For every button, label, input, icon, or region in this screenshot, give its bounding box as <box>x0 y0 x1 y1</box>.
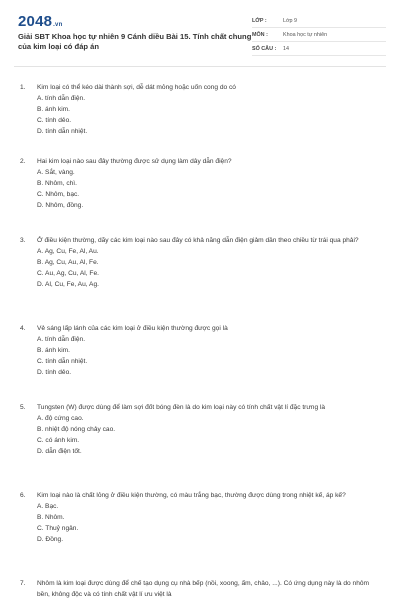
question-item <box>20 82 380 137</box>
option-c: C. tính dẻo. <box>37 117 72 124</box>
question-stem: Ở điều kiện thường, dãy các kim loại nào sau đây có khả năng dẫn điện giảm dần theo chiều từ trái qua phải? <box>37 237 359 244</box>
meta-label: SỐ CÂU : <box>252 45 277 52</box>
meta-row-grade <box>252 14 386 28</box>
option-d: D. tính dẫn nhiệt. <box>37 128 88 135</box>
question-number: 5. <box>20 404 26 411</box>
question-item <box>20 578 380 600</box>
header-divider <box>14 66 386 67</box>
meta-value: Lớp 9 <box>283 17 298 24</box>
question-item <box>20 402 380 457</box>
question-number: 6. <box>20 492 26 499</box>
option-d: D. Al, Cu, Fe, Au, Ag. <box>37 281 99 288</box>
meta-value: Khoa học tự nhiên <box>283 31 328 38</box>
option-a: A. tính dẫn điện. <box>37 95 86 102</box>
question-number: 2. <box>20 158 26 165</box>
meta-value: 14 <box>283 45 289 52</box>
question-stem: Vẻ sáng lấp lánh của các kim loại ở điều kiện thường được gọi là <box>37 325 228 332</box>
question-stem: Tungsten (W) được dùng để làm sợi đốt bóng đèn là do kim loại này có tính chất vật lí đặc trưng là <box>37 404 326 411</box>
option-d: D. tính dẻo. <box>37 369 72 376</box>
question-item <box>20 323 380 378</box>
logo-suffix: .vn <box>53 22 63 28</box>
question-stem: Hai kim loại nào sau đây thường được sử dụng làm dây dẫn điện? <box>37 158 232 165</box>
option-a: A. Bạc. <box>37 503 59 510</box>
option-d: D. Nhôm, đồng. <box>37 202 84 209</box>
option-c: C. tính dẫn nhiệt. <box>37 358 88 365</box>
option-c: C. Nhôm, bạc. <box>37 191 80 198</box>
question-number: 7. <box>20 580 26 587</box>
option-d: D. Đồng. <box>37 536 64 543</box>
option-a: A. Ag, Cu, Fe, Al, Au. <box>37 248 99 255</box>
meta-label: MÔN : <box>252 31 268 38</box>
question-number: 3. <box>20 237 26 244</box>
meta-info-table <box>252 14 386 56</box>
option-a: A. tính dẫn điện. <box>37 336 86 343</box>
question-item <box>20 490 380 545</box>
meta-row-subject <box>252 28 386 42</box>
question-item <box>20 156 380 211</box>
question-number: 1. <box>20 84 26 91</box>
option-b: B. Nhôm. <box>37 514 65 521</box>
question-item <box>20 235 380 290</box>
question-stem: Kim loại có thể kéo dài thành sợi, dễ dát mỏng hoặc uốn cong do có <box>37 84 236 91</box>
question-number: 4. <box>20 325 26 332</box>
document-title: Giải SBT Khoa học tự nhiên 9 Cánh diều Bài 15. Tính chất chung của kim loại có đáp án <box>18 32 252 51</box>
option-a: A. Sắt, vàng. <box>37 169 75 176</box>
logo-main: 2048 <box>18 13 53 30</box>
option-a: A. độ cứng cao. <box>37 415 84 422</box>
option-b: B. ánh kim. <box>37 106 70 113</box>
option-c: C. Au, Ag, Cu, Al, Fe. <box>37 270 99 277</box>
option-c: C. Thuỷ ngân. <box>37 525 79 532</box>
option-b: B. Nhôm, chì. <box>37 180 77 187</box>
question-stem: Nhôm là kim loại được dùng để chế tạo dụng cụ nhà bếp (nồi, xoong, ấm, chảo, ...). Có ứng dụng này là do nhôm bền, không độc và có tính chất vật lí ưu việt là <box>37 580 370 598</box>
option-b: B. ánh kim. <box>37 347 70 354</box>
option-b: B. Ag, Cu, Au, Al, Fe. <box>37 259 99 266</box>
meta-label: LỚP : <box>252 17 267 24</box>
question-stem: Kim loại nào là chất lỏng ở điều kiện thường, có màu trắng bạc, thường được dùng trong nhiệt kế, áp kế? <box>37 492 346 499</box>
option-d: D. dẫn điện tốt. <box>37 448 82 455</box>
option-c: C. có ánh kim. <box>37 437 80 444</box>
meta-row-question-count <box>252 42 386 56</box>
option-b: B. nhiệt độ nóng chảy cao. <box>37 426 116 433</box>
